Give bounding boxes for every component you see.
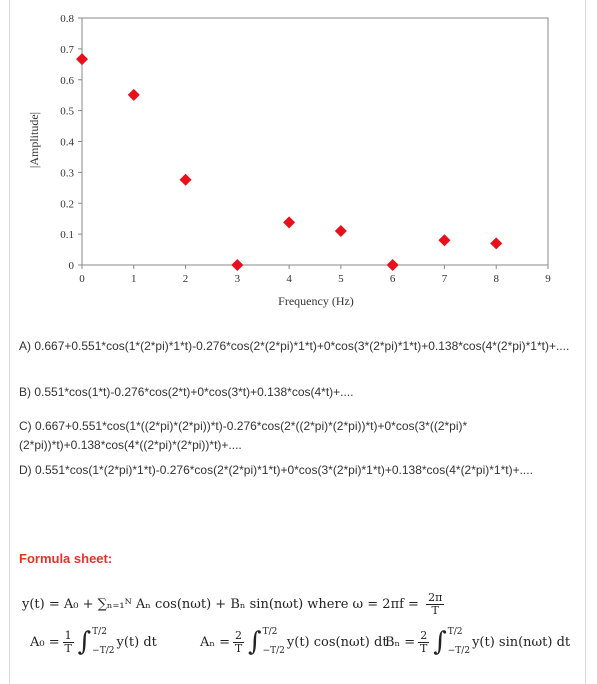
- data-points: [76, 53, 502, 271]
- option-c[interactable]: C) 0.667+0.551*cos(1*((2*pi)*(2*pi))*t)-0.276*cos(2*((2*pi)*(2*pi))*t)+0*cos(3*((2*pi)*(2*pi))*t)+0.138*cos(4*((2*pi)*(2*pi))*t)+....: [19, 419, 468, 452]
- y-tick-label: 0: [68, 260, 74, 272]
- fourier-series-formula: [22, 592, 447, 617]
- lower-limit: −T/2: [447, 646, 471, 656]
- bn-integrand: y(t) sin(nωt) dt: [472, 634, 571, 650]
- an-lhs: Aₙ =: [200, 634, 231, 650]
- lower-limit: −T/2: [262, 646, 285, 656]
- x-tick-label: 2: [182, 273, 189, 285]
- an-formula: [200, 627, 388, 657]
- y-tick-label: 0.6: [60, 74, 74, 87]
- data-point: [180, 174, 192, 186]
- x-tick-label: 4: [286, 273, 292, 285]
- x-tick-labels: [79, 265, 551, 285]
- chart-axes: [82, 18, 548, 265]
- y-tick-label: 0.2: [60, 198, 74, 211]
- an-integral: [247, 627, 287, 657]
- bn-denominator: T: [420, 641, 428, 655]
- a0-integrand: y(t) dt: [116, 634, 157, 650]
- x-tick-label: 0: [79, 273, 85, 285]
- data-point: [490, 237, 502, 249]
- integral-sign-icon: ∫: [77, 627, 92, 657]
- option-a[interactable]: A) 0.667+0.551*cos(1*(2*pi)*1*t)-0.276*cos(2*(2*pi)*1*t)+0*cos(3*(2*pi)*1*t)+0.138*cos(4*(2*pi)*1*t)+....: [19, 339, 570, 353]
- a0-limits: [92, 627, 114, 657]
- an-fraction: [233, 630, 244, 655]
- a0-lhs: A₀ =: [30, 634, 60, 650]
- omega-fraction: [426, 592, 444, 617]
- option-b[interactable]: B) 0.551*cos(1*t)-0.276*cos(2*t)+0*cos(3*t)+0.138*cos(4*t)+....: [19, 385, 354, 399]
- bn-lhs: Bₙ =: [385, 634, 416, 650]
- bn-formula: [385, 627, 570, 657]
- x-tick-label: 3: [234, 273, 241, 285]
- integral-sign-icon: ∫: [433, 627, 447, 657]
- plot-frame: [82, 18, 548, 265]
- upper-limit: T/2: [447, 627, 463, 637]
- a0-formula: [30, 627, 157, 657]
- amplitude-spectrum-chart: [0, 0, 597, 320]
- bn-integral: [432, 627, 472, 657]
- upper-limit: T/2: [92, 627, 107, 637]
- an-denominator: T: [234, 641, 243, 655]
- x-tick-label: 9: [545, 273, 551, 285]
- a0-fraction: [63, 630, 74, 655]
- bn-numerator: 2: [420, 628, 428, 642]
- data-point: [128, 89, 140, 101]
- formula-sheet-title: Formula sheet:: [19, 551, 113, 566]
- data-point: [335, 225, 347, 237]
- x-axis-label: Frequency (Hz): [278, 294, 354, 308]
- omega-denominator: T: [431, 604, 439, 617]
- an-numerator: 2: [235, 628, 243, 642]
- integral-sign-icon: ∫: [248, 627, 262, 657]
- an-limits: [263, 627, 285, 657]
- a0-denominator: T: [64, 641, 72, 655]
- y-tick-label: 0.7: [60, 43, 74, 56]
- option-d[interactable]: D) 0.551*cos(1*(2*pi)*1*t)-0.276*cos(2*(2*pi)*1*t)+0*cos(3*(2*pi)*1*t)+0.138*cos(4*(2*pi)*1*t)+....: [19, 463, 533, 477]
- x-tick-label: 6: [389, 273, 396, 285]
- bn-limits: [448, 627, 470, 657]
- data-point: [387, 259, 399, 271]
- y-tick-label: 0.3: [60, 167, 74, 180]
- data-point: [76, 53, 88, 65]
- y-tick-labels: [60, 13, 82, 272]
- upper-limit: T/2: [262, 627, 278, 637]
- data-point: [231, 259, 243, 271]
- omega-numerator: 2π: [428, 591, 443, 604]
- series-expression: y(t) = A₀ + ∑ₙ₌₁ᴺ Aₙ cos(nωt) + Bₙ sin(nωt) where ω = 2πf =: [22, 597, 424, 612]
- x-tick-label: 5: [338, 273, 344, 285]
- y-tick-label: 0.1: [60, 229, 74, 242]
- bn-fraction: [418, 630, 429, 655]
- y-axis-label: |Amplitude|: [27, 111, 41, 169]
- data-point: [283, 216, 295, 228]
- data-point: [438, 234, 450, 246]
- lower-limit: −T/2: [92, 646, 115, 656]
- y-tick-label: 0.5: [60, 105, 74, 118]
- a0-numerator: 1: [64, 628, 72, 642]
- y-tick-label: 0.8: [60, 13, 74, 25]
- y-tick-label: 0.4: [60, 136, 74, 149]
- x-tick-label: 7: [441, 273, 448, 285]
- an-integrand: y(t) cos(nωt) dt: [286, 634, 388, 650]
- x-tick-label: 1: [131, 273, 137, 285]
- a0-integral: [77, 627, 117, 657]
- x-tick-label: 8: [493, 273, 499, 285]
